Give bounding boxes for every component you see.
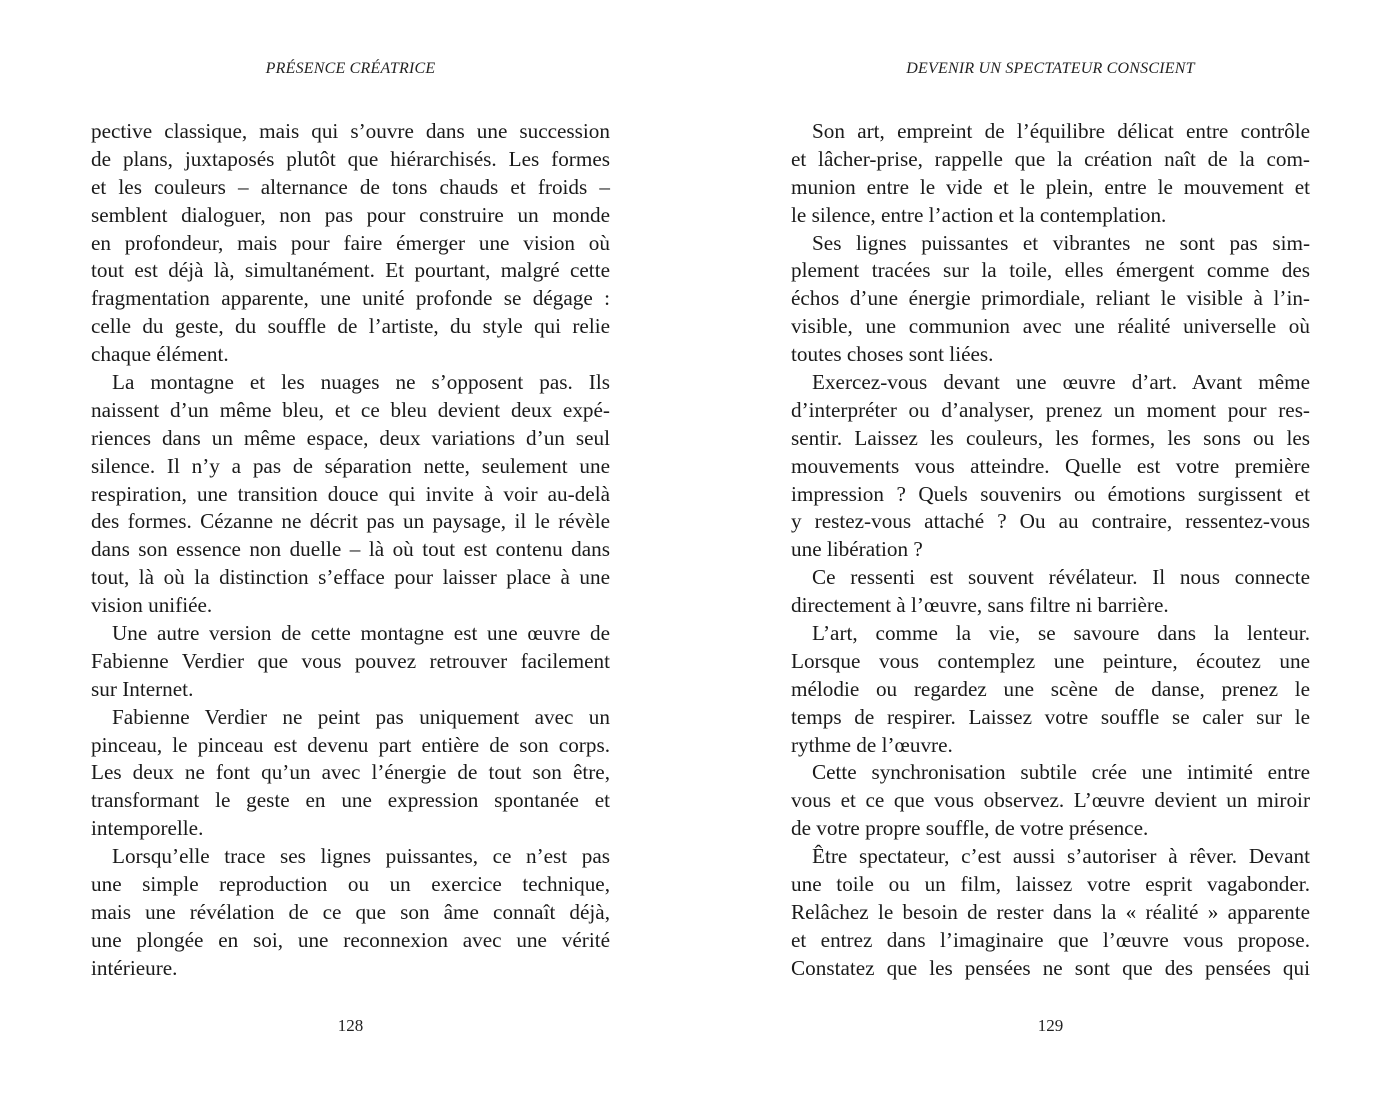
paragraph <box>791 564 1310 620</box>
text-line: une toile ou un film, laissez votre esprit vagabonder. <box>791 872 1310 897</box>
text-line: vous et ce que vous observez. L’œuvre devient un miroir <box>791 788 1310 813</box>
text-line: Ses lignes puissantes et vibrantes ne sont pas sim- <box>812 230 1310 255</box>
text-line: chaque élément. <box>91 342 229 367</box>
paragraph <box>91 118 610 369</box>
text-line: une plongée en soi, une reconnexion avec une vérité <box>91 927 610 952</box>
paragraph <box>791 620 1310 759</box>
text-line: silence. Il n’y a pas de séparation nette, seulement une <box>91 453 610 478</box>
paragraph <box>791 843 1310 982</box>
text-line: Lorsque vous contemplez une peinture, écoutez une <box>791 648 1310 673</box>
paragraph <box>91 369 610 620</box>
text-line: rythme de l’œuvre. <box>791 732 953 757</box>
text-line: intemporelle. <box>91 816 204 841</box>
text-line: pective classique, mais qui s’ouvre dans une succession <box>91 119 610 143</box>
paragraph <box>791 118 1310 230</box>
text-line: mais une révélation de ce que son âme connaît déjà, <box>91 899 610 924</box>
running-head: DEVENIR UN SPECTATEUR CONSCIENT <box>906 60 1195 77</box>
page-number: 128 <box>337 1016 364 1035</box>
paragraph <box>791 230 1310 369</box>
body-text <box>91 118 610 983</box>
page-number: 129 <box>1037 1016 1064 1035</box>
text-line: Constatez que les pensées ne sont que des pensées qui <box>791 955 1310 980</box>
text-line: visible, une communion avec une réalité universelle où <box>791 314 1310 339</box>
text-line: Fabienne Verdier que vous pouvez retrouver facilement <box>91 648 610 673</box>
text-line: une simple reproduction ou un exercice technique, <box>91 872 610 897</box>
text-line: de votre propre souffle, de votre présence. <box>791 816 1149 841</box>
text-line: Une autre version de cette montagne est une œuvre de <box>112 621 610 646</box>
text-line: des formes. Cézanne ne décrit pas un paysage, il le révèle <box>91 509 610 534</box>
text-line: Exercez-vous devant une œuvre d’art. Avant même <box>812 370 1310 395</box>
paragraph <box>91 620 610 704</box>
text-line: et lâcher-prise, rappelle que la création naît de la com- <box>791 146 1310 171</box>
right-page <box>791 0 1310 1115</box>
text-line: Être spectateur, c’est aussi s’autoriser à rêver. Devant <box>812 844 1310 869</box>
text-line: Relâchez le besoin de rester dans la « réalité » apparente <box>791 899 1310 924</box>
text-line: vision unifiée. <box>91 593 213 618</box>
paragraph <box>91 843 610 982</box>
text-line: et les couleurs – alternance de tons chauds et froids – <box>91 174 610 199</box>
text-line: mouvements vous atteindre. Quelle est votre première <box>791 453 1310 478</box>
text-line: Ce ressenti est souvent révélateur. Il nous connecte <box>812 565 1310 590</box>
text-line: et entrez dans l’imaginaire que l’œuvre vous propose. <box>791 927 1310 952</box>
text-line: y restez-vous attaché ? Ou au contraire, ressentez-vous <box>791 509 1310 534</box>
text-line: L’art, comme la vie, se savoure dans la lenteur. <box>812 621 1310 646</box>
text-line: le silence, entre l’action et la contemplation. <box>791 202 1167 227</box>
text-line: celle du geste, du souffle de l’artiste, du style qui relie <box>91 314 610 339</box>
paragraph <box>91 704 610 843</box>
paragraph <box>791 759 1310 843</box>
text-line: sur Internet. <box>91 676 194 701</box>
left-page <box>91 0 610 1115</box>
text-line: Fabienne Verdier ne peint pas uniquement avec un <box>112 704 610 729</box>
text-line: dans son essence non duelle – là où tout est contenu dans <box>91 537 610 562</box>
text-line: directement à l’œuvre, sans filtre ni barrière. <box>791 593 1169 618</box>
text-line: Lorsqu’elle trace ses lignes puissantes, ce n’est pas <box>112 844 610 869</box>
text-line: La montagne et les nuages ne s’opposent pas. Ils <box>112 370 610 395</box>
text-line: Cette synchronisation subtile crée une intimité entre <box>812 760 1310 785</box>
text-line: plement tracées sur la toile, elles émergent comme des <box>791 258 1310 283</box>
text-line: toutes choses sont liées. <box>791 342 994 367</box>
text-line: transformant le geste en une expression spontanée et <box>91 788 610 813</box>
text-line: fragmentation apparente, une unité profonde se dégage : <box>91 286 610 311</box>
text-line: mélodie ou regardez une scène de danse, prenez le <box>791 676 1310 701</box>
text-line: pinceau, le pinceau est devenu part entière de son corps. <box>91 732 610 757</box>
body-text <box>791 118 1310 983</box>
text-line: naissent d’un même bleu, et ce bleu devient deux expé- <box>91 397 610 422</box>
text-line: temps de respirer. Laissez votre souffle se caler sur le <box>791 704 1310 729</box>
text-line: riences dans un même espace, deux variations d’un seul <box>91 425 610 450</box>
paragraph <box>791 369 1310 564</box>
text-line: en profondeur, mais pour faire émerger une vision où <box>91 230 610 255</box>
text-line: Les deux ne font qu’un avec l’énergie de tout son être, <box>91 760 610 785</box>
text-line: tout, là où la distinction s’efface pour laisser place à une <box>91 565 610 590</box>
text-line: de plans, juxtaposés plutôt que hiérarchisés. Les formes <box>91 146 610 171</box>
text-line: échos d’une énergie primordiale, reliant le visible à l’in- <box>791 286 1310 311</box>
text-line: respiration, une transition douce qui invite à voir au-delà <box>91 481 610 506</box>
text-line: tout est déjà là, simultanément. Et pourtant, malgré cette <box>91 258 610 283</box>
text-line: sentir. Laissez les couleurs, les formes, les sons ou les <box>791 425 1310 450</box>
text-line: semblent dialoguer, non pas pour construire un monde <box>91 202 610 227</box>
text-line: Son art, empreint de l’équilibre délicat entre contrôle <box>812 119 1310 143</box>
text-line: intérieure. <box>91 955 178 980</box>
text-line: une libération ? <box>791 537 923 562</box>
text-line: d’interpréter ou d’analyser, prenez un moment pour res- <box>791 397 1310 422</box>
text-line: impression ? Quels souvenirs ou émotions surgissent et <box>791 481 1310 506</box>
text-line: munion entre le vide et le plein, entre le mouvement et <box>791 174 1310 199</box>
running-head: PRÉSENCE CRÉATRICE <box>265 60 436 77</box>
